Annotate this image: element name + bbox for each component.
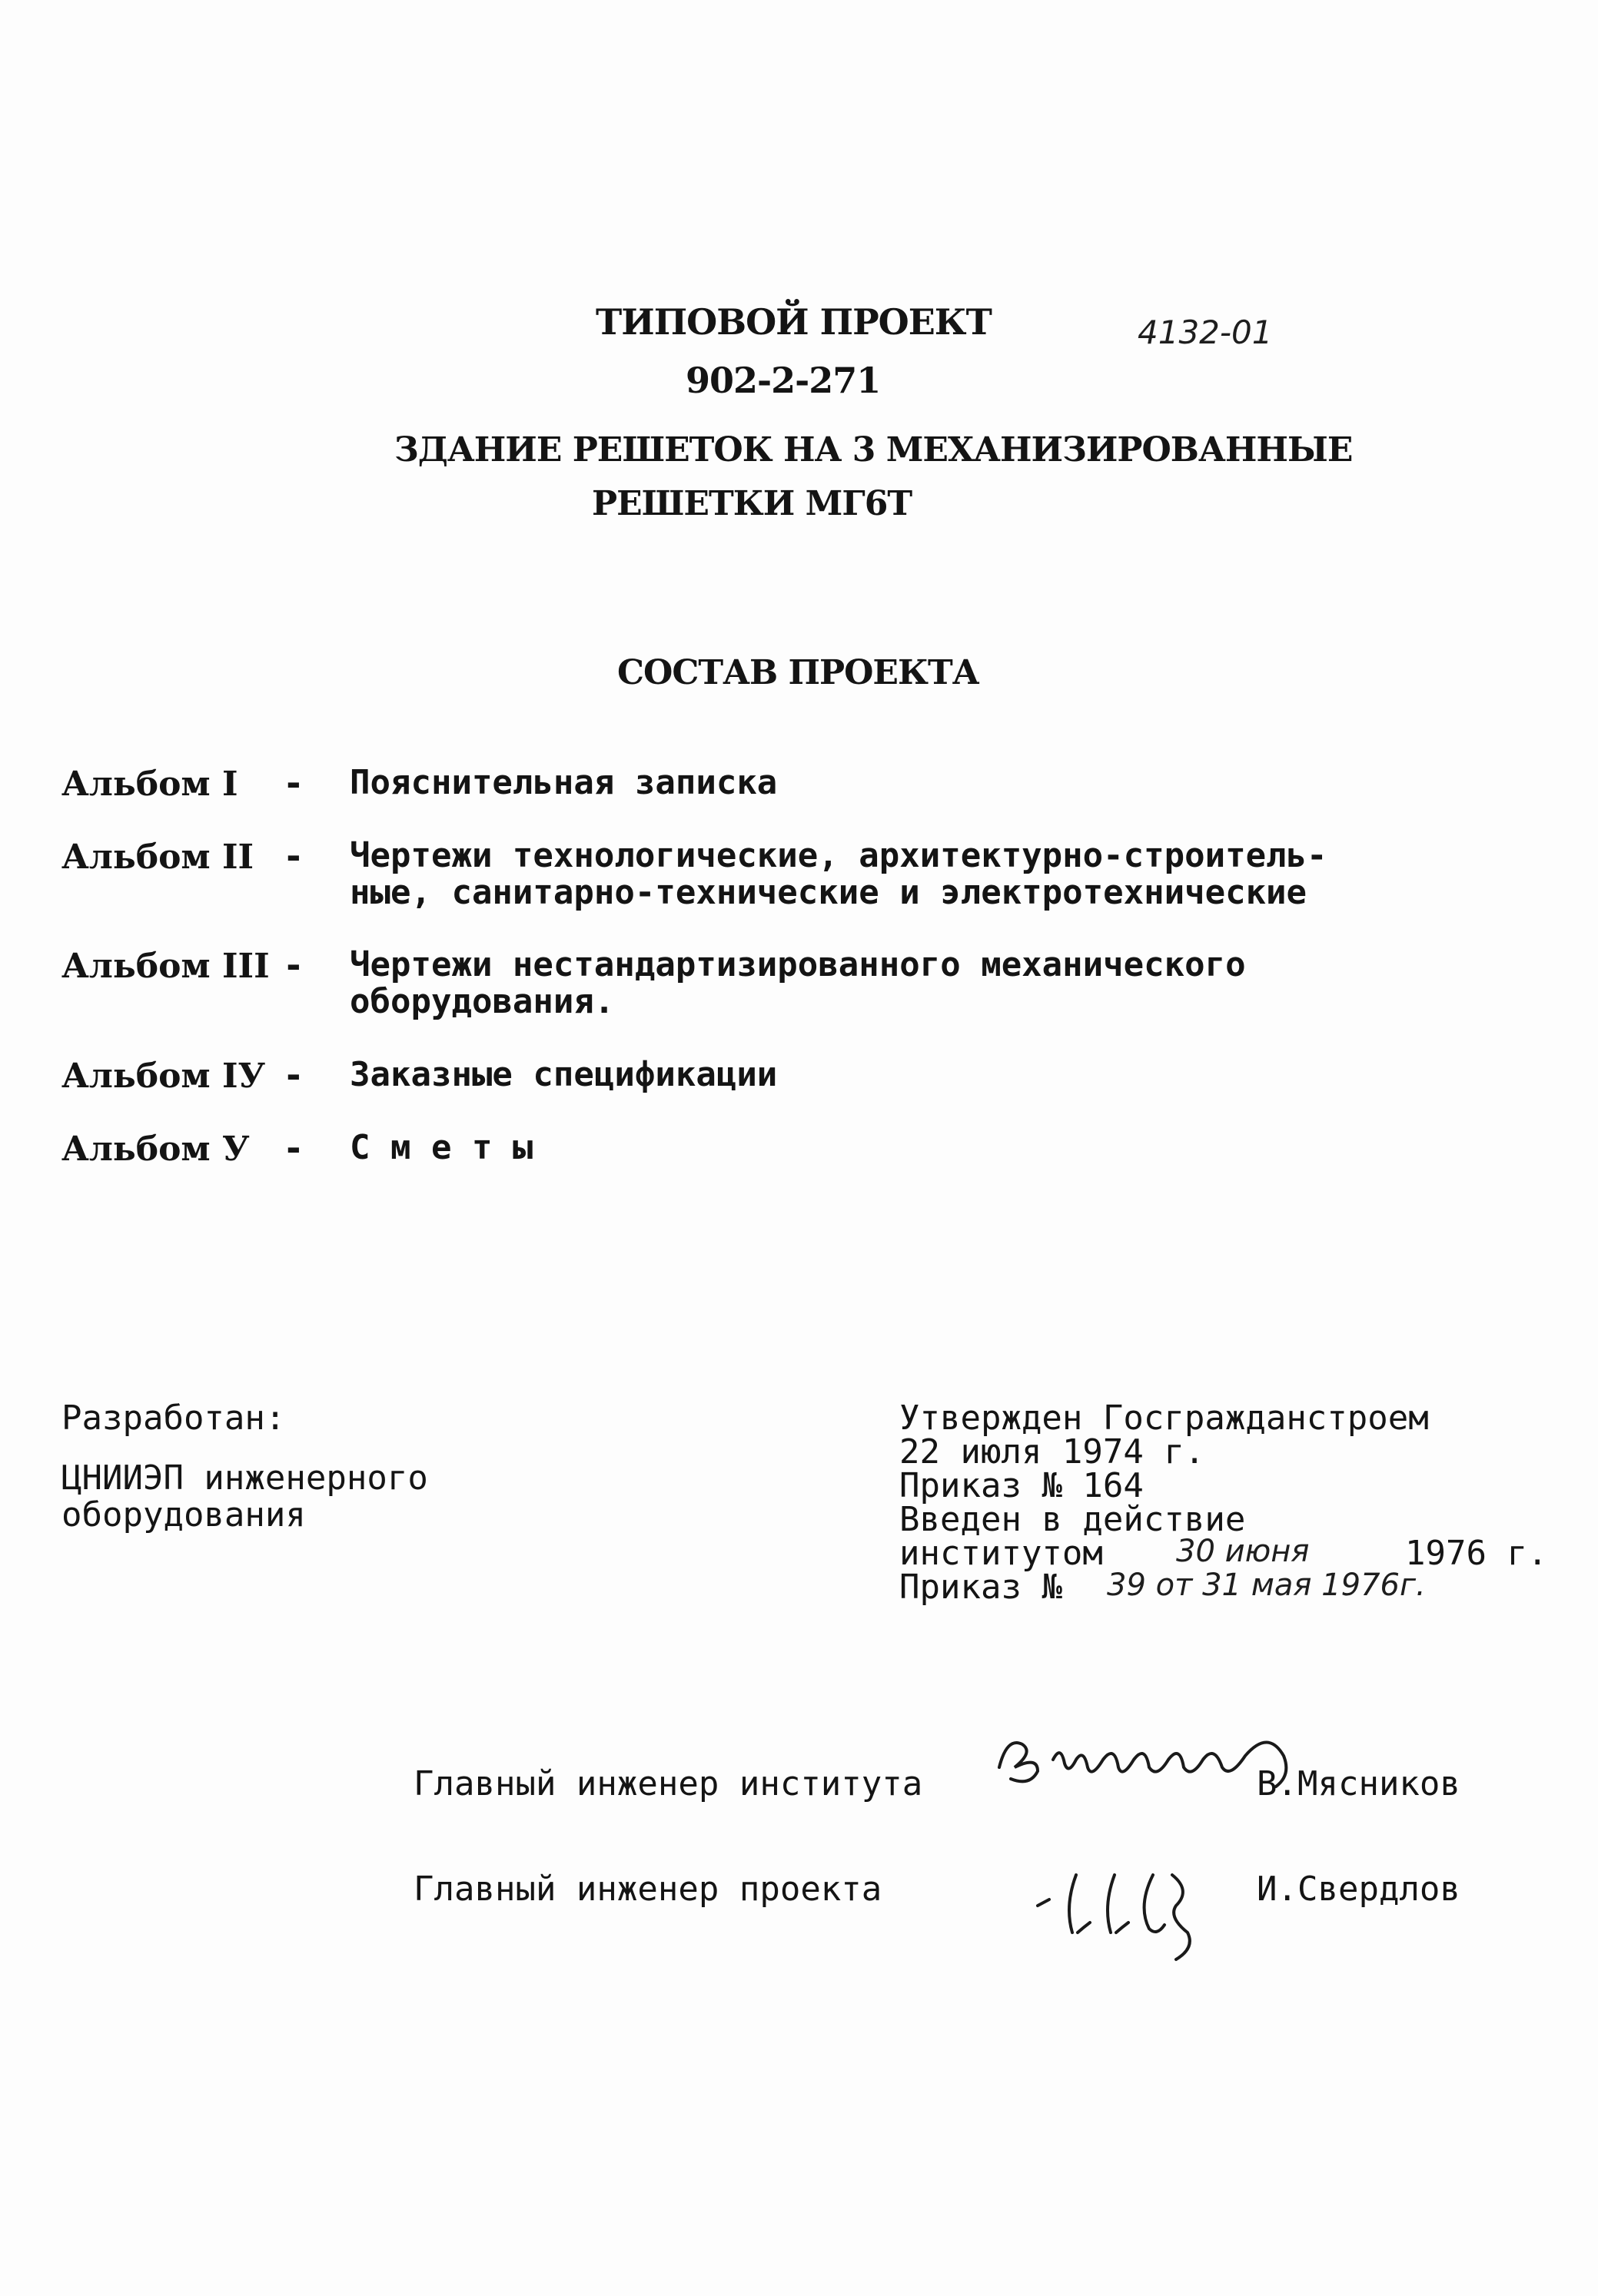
developer-org-line1: ЦНИИЭП инженерного <box>61 1458 428 1498</box>
enactment-institute: институтом <box>899 1534 1103 1573</box>
project-title-line1: ЗДАНИЕ РЕШЕТОК НА 3 МЕХАНИЗИРОВАННЫЕ <box>394 430 1353 469</box>
composition-heading: СОСТАВ ПРОЕКТА <box>617 653 979 692</box>
approval-line: Утвержден Госгражданстроем <box>899 1399 1429 1438</box>
album-dash: - <box>283 944 304 986</box>
enactment-year: 1976 г. <box>1405 1534 1548 1573</box>
enactment-date-handwritten: 30 июня <box>1176 1534 1310 1569</box>
enactment-line: Введен в действие <box>899 1500 1246 1539</box>
album-label: Альбом IУ <box>61 1057 266 1096</box>
project-title-line2: РЕШЕТКИ МГ6Т <box>592 484 912 523</box>
developed-label: Разработан: <box>61 1399 286 1438</box>
album-description: С м е т ы <box>350 1128 533 1167</box>
album-description: Чертежи технологические, архитектурно-строитель- ные, санитарно-технические и электротехнические <box>350 836 1327 912</box>
enactment-order-handwritten: 39 от 31 мая 1976г. <box>1107 1568 1426 1603</box>
handwritten-signature-icon <box>1030 1844 1261 1967</box>
enactment-order-label: Приказ № <box>899 1568 1062 1607</box>
album-description: Чертежи нестандартизированного механического оборудования. <box>350 945 1246 1021</box>
album-label: Альбом III <box>61 947 270 986</box>
approval-date: 22 июля 1974 г. <box>899 1432 1205 1471</box>
developer-org-line2: оборудования <box>61 1495 306 1535</box>
album-label: Альбом II <box>61 838 254 877</box>
signature-role: Главный инженер института <box>414 1764 923 1803</box>
project-number: 902-2-271 <box>686 360 881 401</box>
album-description: Пояснительная записка <box>350 763 778 802</box>
album-dash: - <box>283 762 304 804</box>
handwritten-code: 4132-01 <box>1138 314 1273 351</box>
approval-order: Приказ № 164 <box>899 1466 1144 1505</box>
signature-name: В.Мясников <box>1257 1764 1460 1803</box>
signature-name: И.Свердлов <box>1257 1870 1460 1909</box>
album-label: Альбом У <box>61 1130 250 1169</box>
album-dash: - <box>283 1127 304 1169</box>
album-dash: - <box>283 1054 304 1096</box>
album-dash: - <box>283 835 304 877</box>
project-type-heading: ТИПОВОЙ ПРОЕКТ <box>596 301 992 343</box>
album-description: Заказные спецификации <box>350 1055 778 1094</box>
signature-role: Главный инженер проекта <box>414 1870 882 1909</box>
album-label: Альбом I <box>61 765 238 804</box>
